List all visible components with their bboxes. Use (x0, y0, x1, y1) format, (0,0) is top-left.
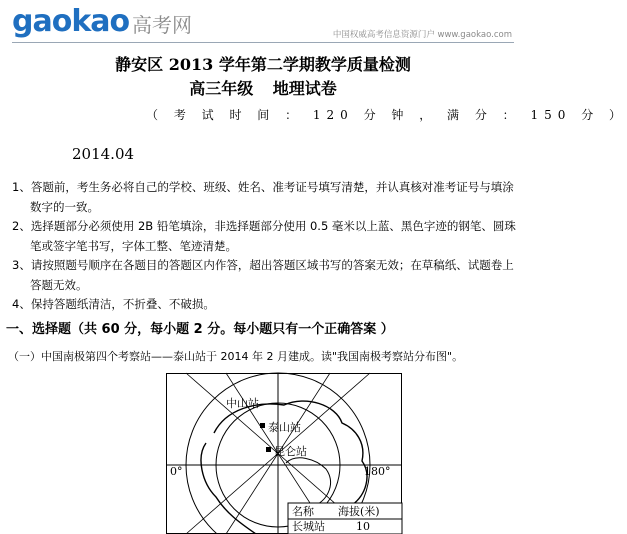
instructions (12, 178, 516, 315)
station-marker (266, 447, 271, 452)
gaokao-logo[interactable]: gaokao (12, 4, 130, 39)
exam-info: （ 考 试 时 间 ： 120 分 钟 ， 满 分 ： 150 分 ） (146, 108, 627, 122)
site-tagline: 中国权威高考信息资源门户 www.gaokao.com (332, 30, 512, 40)
table-cell-altitude: 10 (356, 520, 370, 533)
question-intro: （一）中国南极第四个考察站——泰山站于 2014 年 2 月建成。读"我国南极考察站分布图"。 (8, 350, 464, 363)
exam-title: 静安区 2013 学年第二学期教学质量检测 (115, 55, 411, 74)
instruction-item: 3、请按照题号顺序在各题目的答题区内作答，超出答题区域书写的答案无效；在草稿纸、试题卷上答题无效。 (12, 258, 514, 292)
site-header (0, 0, 526, 44)
gaokao-logo-cn: 高考网 (132, 13, 192, 37)
meridian-label-180: 180° (364, 465, 391, 478)
exam-subtitle: 高三年级 地理试卷 (189, 79, 337, 98)
station-kunlun: 昆仑站 (274, 445, 307, 458)
station-zhongshan: 中山站 (226, 397, 259, 410)
instruction-item: 2、选择题部分必须使用 2B 铅笔填涂，非选择题部分使用 0.5 毫米以上蓝、黑色字迹的钢笔、圆珠笔或签字笔书写，字体工整、笔迹清楚。 (12, 219, 516, 253)
header-divider (12, 42, 514, 43)
table-header-name: 名称 (292, 505, 314, 518)
meridian-label-0: 0° (170, 465, 183, 478)
station-marker (260, 423, 265, 428)
table-header-altitude: 海拔(米) (338, 505, 380, 518)
instruction-item: 1、答题前，考生务必将自己的学校、班级、姓名、准考证号填写清楚，并认真核对准考证号与填涂数字的一致。 (12, 180, 514, 214)
map-figure (166, 373, 402, 534)
table-cell-station: 长城站 (292, 520, 325, 533)
station-taishan: 泰山站 (268, 421, 301, 434)
section-heading: 一、选择题（共 60 分，每小题 2 分。每小题只有一个正确答案 ） (6, 322, 394, 337)
antarctica-station-map (166, 373, 402, 534)
exam-date: 2014.04 (72, 145, 135, 163)
instruction-item: 4、保持答题纸清洁，不折叠、不破损。 (12, 297, 215, 311)
